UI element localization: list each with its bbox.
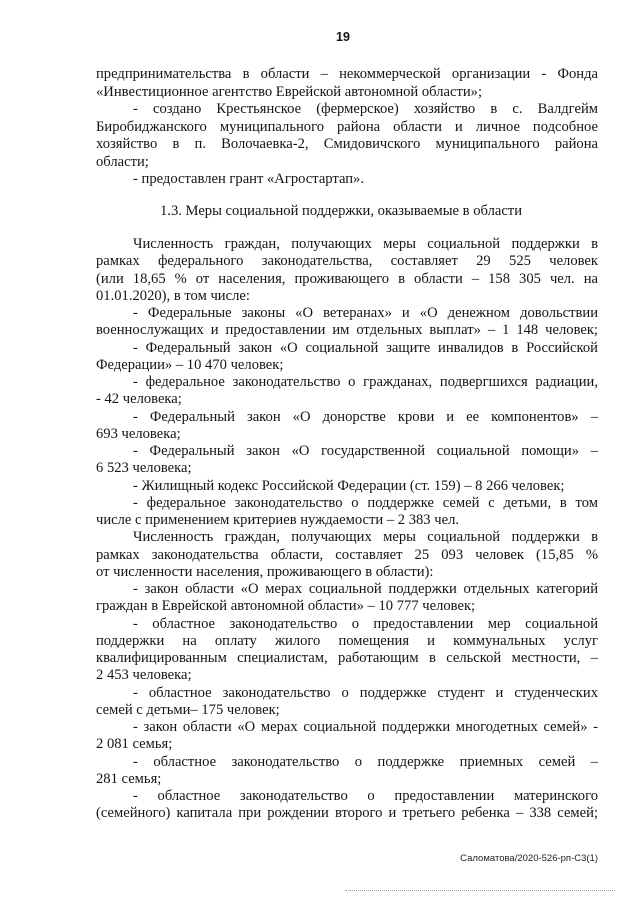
text-line: - предоставлен грант «Агростартап». <box>133 171 364 187</box>
text-line: Федерации» – 10 470 человек; <box>96 356 284 373</box>
text-line: граждан в Еврейской автономной области» – 10 777 человек; <box>96 598 476 615</box>
footer-document-code: Саломатова/2020-526-рп-С3(1) <box>460 853 598 864</box>
text-line: хозяйство в п. Волочаевка-2, Смидовичского муниципального района <box>96 136 598 152</box>
text-line: - закон области «О мерах социальной поддержки многодетных семей» - <box>133 719 598 735</box>
text-line: 2 453 человека; <box>96 667 192 684</box>
page-number: 19 <box>336 30 350 44</box>
text-line: - областное законодательство о предоставлении материнского <box>133 788 598 804</box>
text-line: 2 081 семья; <box>96 736 173 753</box>
text-line: - федеральное законодательство о поддержке семей с детьми, в том <box>133 494 598 511</box>
text-line: рамках законодательства области, составляет 25 093 человек (15,85 % <box>96 546 598 563</box>
text-line: (или 18,65 % от населения, проживающего в области – 158 305 чел. на <box>96 270 598 287</box>
text-line: предпринимательства в области – некоммерческой организации - Фонда <box>96 66 598 82</box>
text-line: семей с детьми– 175 человек; <box>96 701 280 718</box>
text-line: 693 человека; <box>96 425 181 442</box>
text-line: - областное законодательство о поддержке приемных семей – <box>133 753 598 770</box>
text-line: - 42 человека; <box>96 391 182 408</box>
text-line: (семейного) капитала при рождении второго и третьего ребенка – 338 семей; <box>96 805 598 822</box>
text-line: - создано Крестьянское (фермерское) хозяйство в с. Валдгейм <box>133 101 598 117</box>
text-line: Численность граждан, получающих меры социальной поддержки в <box>133 529 598 546</box>
text-line: - Федеральный закон «О социальной защите инвалидов в Российской <box>133 339 598 356</box>
text-line: - Федеральный закон «О донорстве крови и ее компонентов» – <box>133 408 598 425</box>
text-line: Биробиджанского муниципального района области и личное подсобное <box>96 118 598 135</box>
text-line: - областное законодательство о поддержке студент и студенческих <box>133 684 598 701</box>
text-line: квалифицированным специалистам, работающим в сельской местности, – <box>96 650 598 666</box>
intro-paragraphs <box>96 66 598 189</box>
text-line: - федеральное законодательство о гражданах, подвергшихся радиации, <box>133 374 598 390</box>
text-line: - Федеральные законы «О ветеранах» и «О денежном довольствии <box>133 305 598 321</box>
text-line: - областное законодательство о предоставлении мер социальной <box>133 615 598 632</box>
text-line: - Федеральный закон «О государственной социальной помощи» – <box>133 443 598 459</box>
text-line: области; <box>96 153 149 170</box>
text-line: - закон области «О мерах социальной поддержки отдельных категорий <box>133 581 598 597</box>
text-line: 6 523 человека; <box>96 460 192 477</box>
text-line: рамках федерального законодательства, составляет 29 525 человек <box>96 253 598 270</box>
text-line: военнослужащих и предоставлении им отдельных выплат» – 1 148 человек; <box>96 322 598 339</box>
text-line: Численность граждан, получающих меры социальной поддержки в <box>133 236 598 252</box>
footer-dotted-rule <box>345 890 615 891</box>
text-line: от численности населения, проживающего в области): <box>96 563 434 580</box>
text-line: 01.01.2020), в том числе: <box>96 287 250 304</box>
text-line: числе с применением критериев нуждаемости – 2 383 чел. <box>96 512 459 528</box>
section-heading: 1.3. Меры социальной поддержки, оказываемые в области <box>160 203 522 219</box>
body-paragraphs <box>96 236 598 823</box>
text-line: «Инвестиционное агентство Еврейской автономной области»; <box>96 83 483 100</box>
text-line: поддержки на оплату жилого помещения и коммунальных услуг <box>96 632 598 649</box>
text-line: 281 семья; <box>96 770 162 787</box>
text-line: - Жилищный кодекс Российской Федерации (ст. 159) – 8 266 человек; <box>133 477 565 494</box>
